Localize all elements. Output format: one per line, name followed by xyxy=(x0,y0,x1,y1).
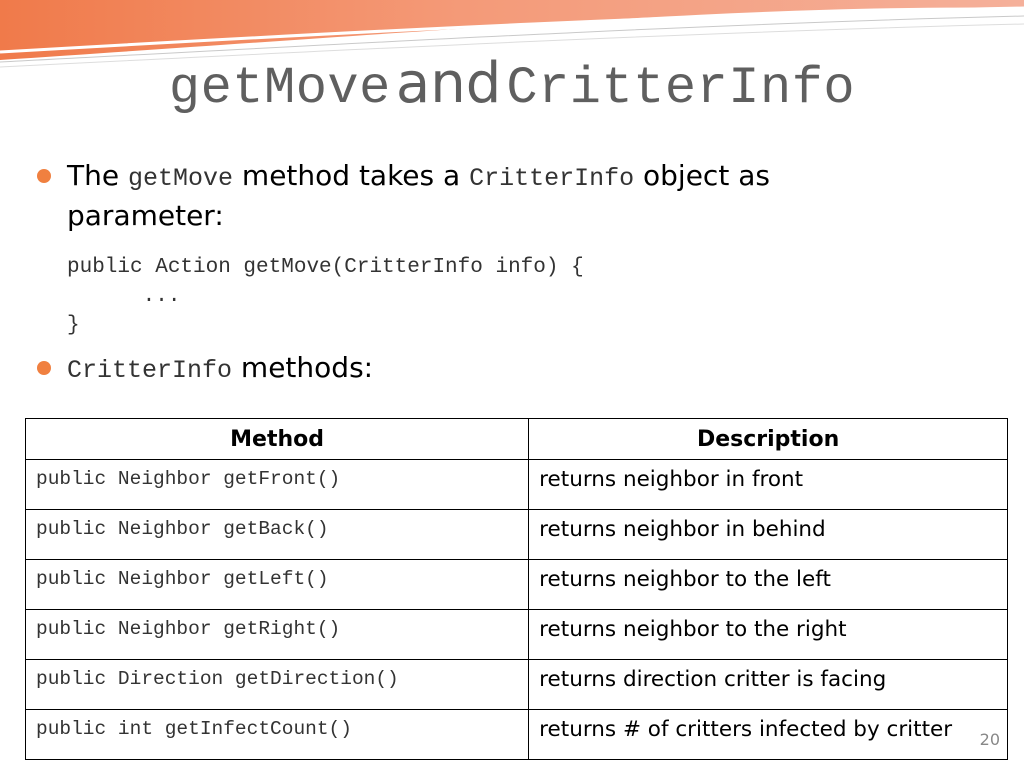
table-row xyxy=(26,660,1008,710)
title-and: and xyxy=(395,51,502,116)
bullet-1-text-2: method takes a xyxy=(233,159,470,192)
description-cell: returns neighbor in front xyxy=(529,460,1008,510)
header-method: Method xyxy=(26,419,529,460)
bullet-1-line-1 xyxy=(67,156,770,199)
bullet-2-line xyxy=(67,348,373,391)
header-description: Description xyxy=(529,419,1008,460)
bullet-dot-1 xyxy=(37,169,51,183)
description-cell: returns neighbor to the right xyxy=(529,610,1008,660)
title-getmove: getMove xyxy=(168,59,391,118)
description-cell: returns neighbor in behind xyxy=(529,510,1008,560)
bullet-2-text: methods: xyxy=(232,351,374,384)
method-cell: public Neighbor getLeft() xyxy=(26,560,529,610)
method-cell: public Neighbor getBack() xyxy=(26,510,529,560)
table-row xyxy=(26,460,1008,510)
method-cell: public Direction getDirection() xyxy=(26,660,529,710)
bullet-dot-2 xyxy=(37,361,51,375)
table-header-row xyxy=(26,419,1008,460)
table-row xyxy=(26,560,1008,610)
bullet-1-line-2: parameter: xyxy=(67,199,224,232)
bullet-2-code-critterinfo: CritterInfo xyxy=(67,356,233,385)
bullet-1-text-3: object as xyxy=(634,159,770,192)
table-row xyxy=(26,610,1008,660)
bullet-1-code-getmove: getMove xyxy=(127,164,234,193)
method-cell: public int getInfectCount() xyxy=(26,710,529,760)
code-block-getmove-signature: public Action getMove(CritterInfo info) { ... } xyxy=(67,256,584,337)
title-critterinfo: CritterInfo xyxy=(506,59,856,118)
critterinfo-methods-table xyxy=(25,418,1008,760)
description-cell: returns direction critter is facing xyxy=(529,660,1008,710)
method-cell: public Neighbor getRight() xyxy=(26,610,529,660)
description-cell: returns # of critters infected by critter xyxy=(529,710,1008,760)
slide-title xyxy=(0,51,1024,118)
table-row xyxy=(26,510,1008,560)
description-cell: returns neighbor to the left xyxy=(529,560,1008,610)
bullet-1-text-1: The xyxy=(67,159,128,192)
slide-page-number: 20 xyxy=(979,730,1000,749)
method-cell: public Neighbor getFront() xyxy=(26,460,529,510)
table-row xyxy=(26,710,1008,760)
bullet-1-code-critterinfo: CritterInfo xyxy=(469,164,635,193)
